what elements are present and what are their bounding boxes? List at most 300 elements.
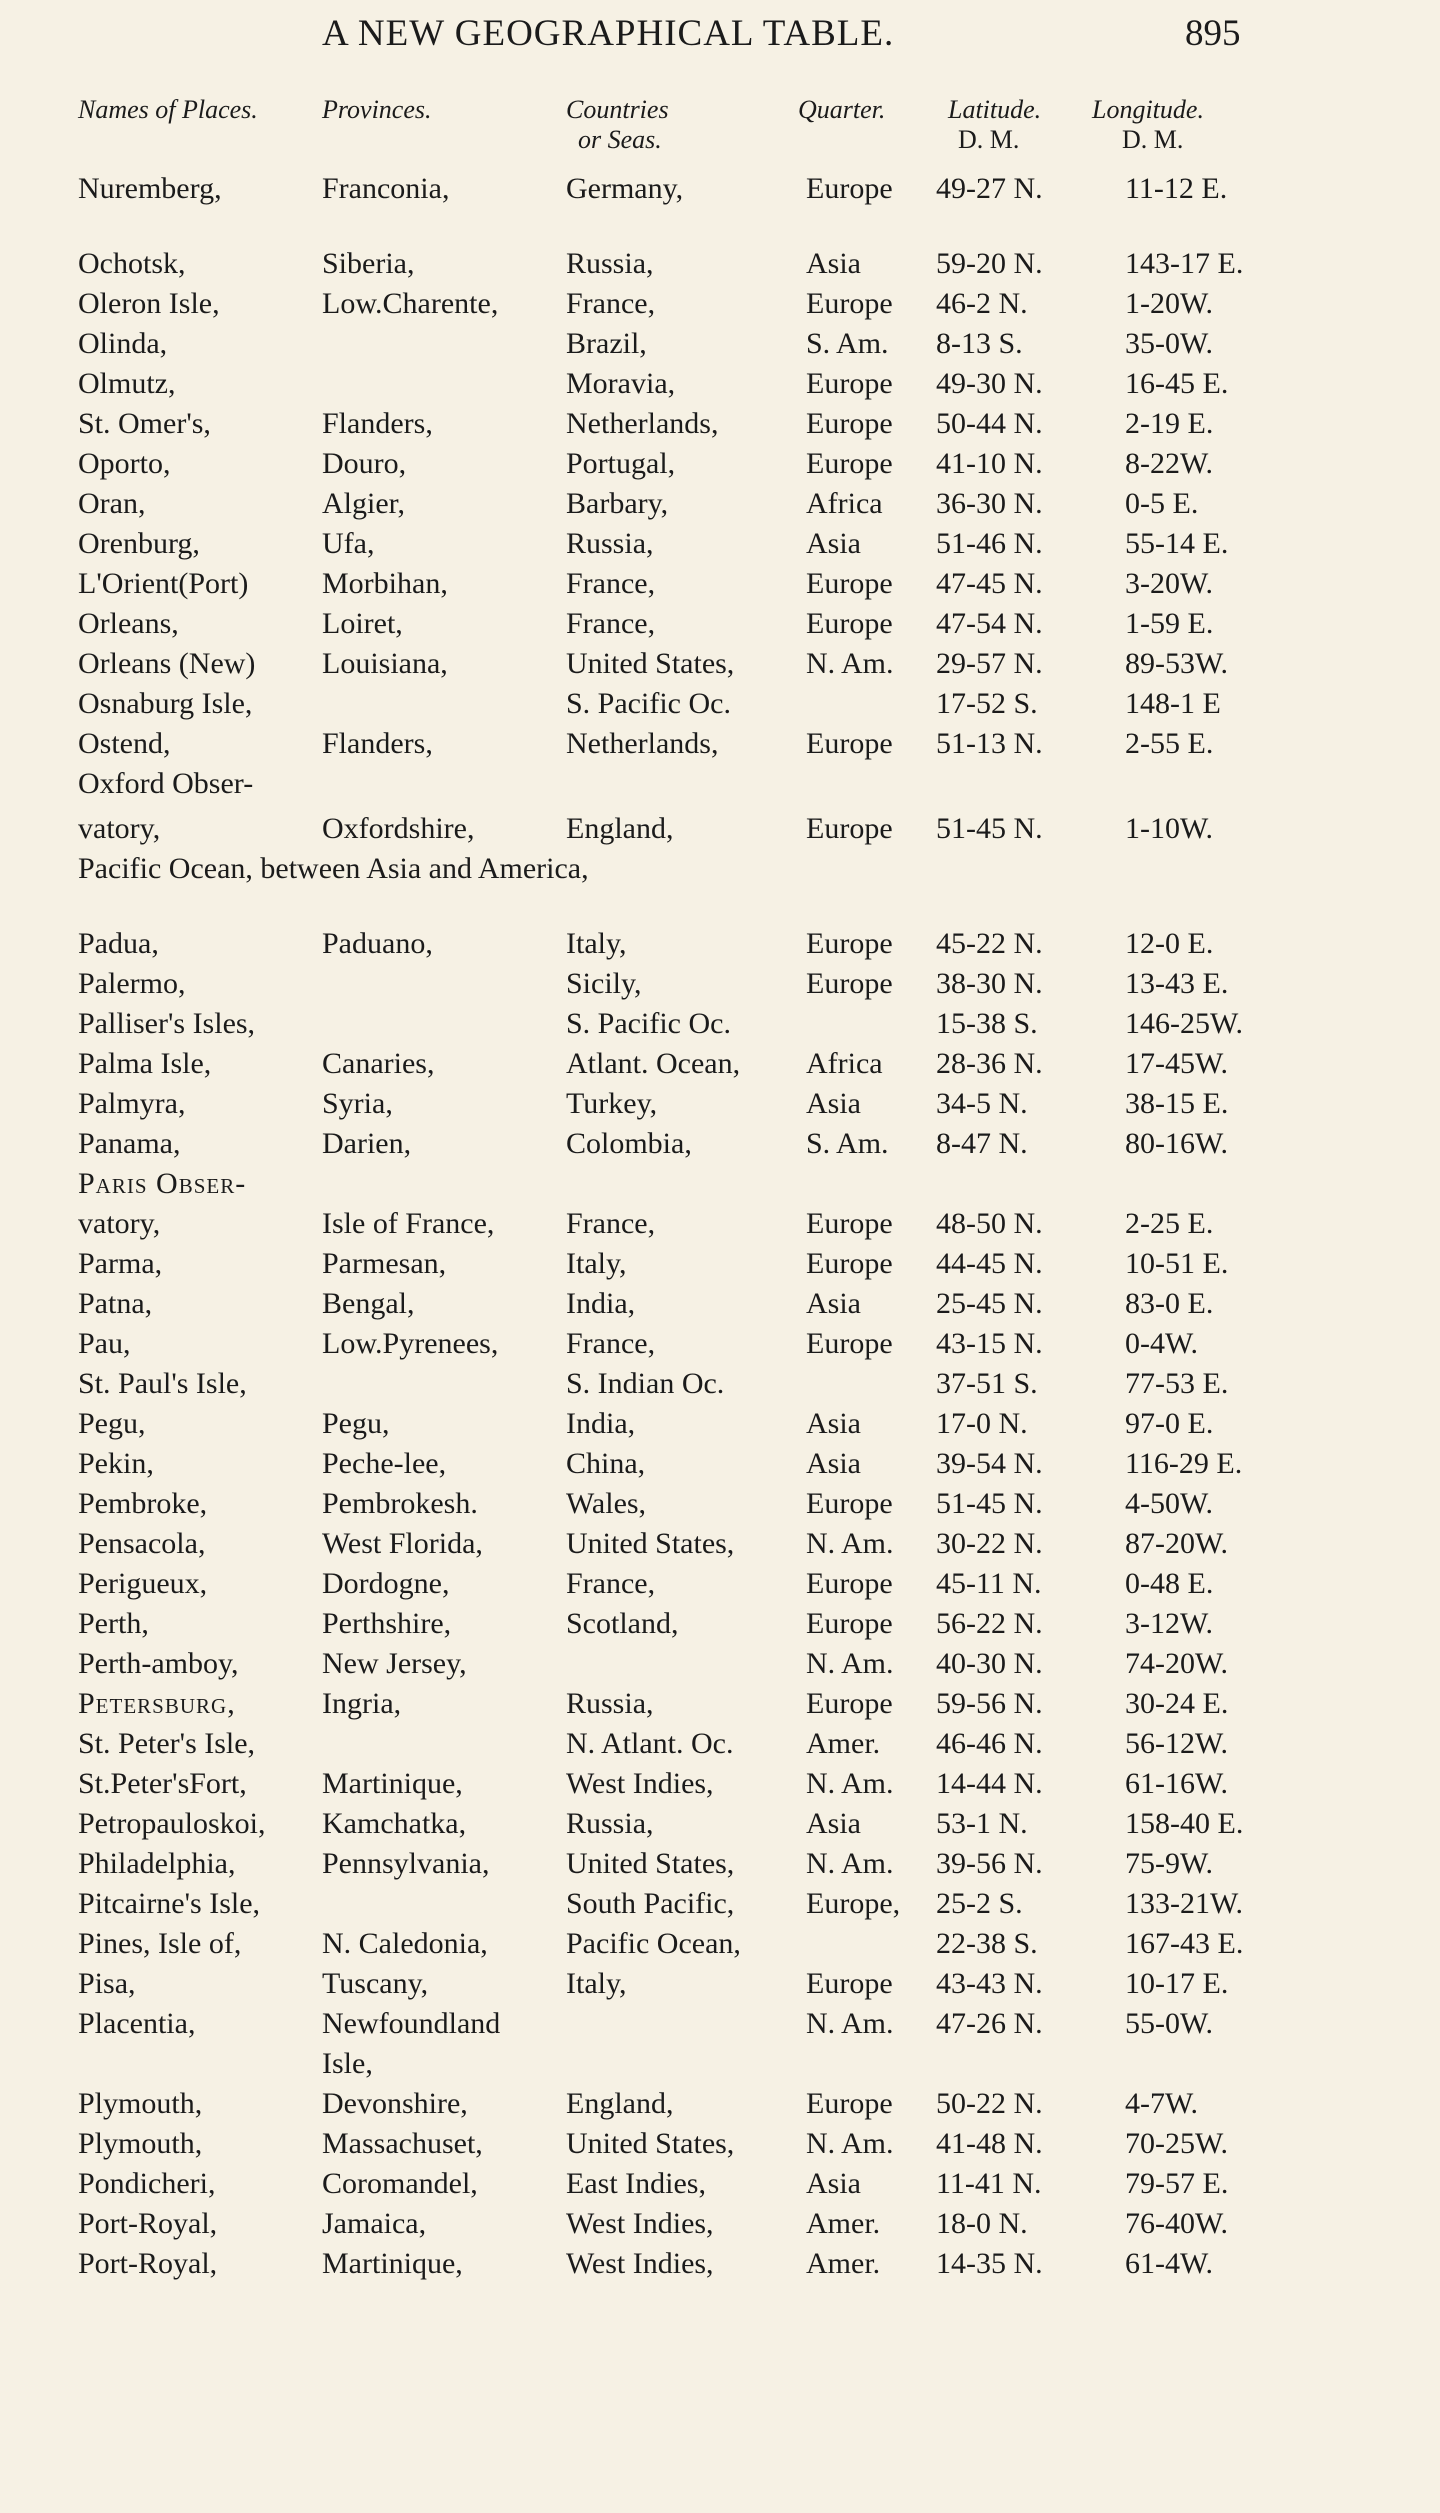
cell-province: Franconia, bbox=[322, 172, 450, 205]
cell-lat: 47-45 N. bbox=[936, 567, 1043, 600]
cell-province: Flanders, bbox=[322, 727, 433, 760]
cell-lat: 18-0 N. bbox=[936, 2207, 1028, 2240]
cell-province: Martinique, bbox=[322, 2247, 463, 2280]
table-row bbox=[0, 405, 1440, 443]
cell-name: Port-Royal, bbox=[78, 2207, 218, 2240]
cell-country: China, bbox=[566, 1447, 646, 1480]
cell-province: Pennsylvania, bbox=[322, 1847, 490, 1880]
cell-long: 143-17 E. bbox=[1125, 247, 1244, 280]
cell-quarter: Europe bbox=[806, 1567, 893, 1600]
cell-country: Russia, bbox=[566, 1807, 654, 1840]
cell-quarter: Asia bbox=[806, 2167, 861, 2200]
cell-lat: 41-48 N. bbox=[936, 2127, 1043, 2160]
cell-country: Russia, bbox=[566, 1687, 654, 1720]
cell-quarter: N. Am. bbox=[806, 2127, 894, 2160]
cell-quarter: Europe bbox=[806, 812, 893, 845]
column-headers bbox=[0, 95, 1440, 165]
cell-name: Port-Royal, bbox=[78, 2247, 218, 2280]
table-row bbox=[0, 1005, 1440, 1043]
cell-province: Kamchatka, bbox=[322, 1807, 467, 1840]
cell-long: 61-4W. bbox=[1125, 2247, 1214, 2280]
cell-quarter: Europe bbox=[806, 2087, 893, 2120]
cell-lat: 36-30 N. bbox=[936, 487, 1043, 520]
cell-name: St. Omer's, bbox=[78, 407, 211, 440]
cell-name: Olmutz, bbox=[78, 367, 176, 400]
cell-country: India, bbox=[566, 1287, 636, 1320]
cell-province: Dordogne, bbox=[322, 1567, 450, 1600]
cell-name: Pau, bbox=[78, 1327, 131, 1360]
cell-lat: 29-57 N. bbox=[936, 647, 1043, 680]
cell-long: 55-0W. bbox=[1125, 2007, 1214, 2040]
table-row bbox=[0, 325, 1440, 363]
cell-lat: 48-50 N. bbox=[936, 1207, 1043, 1240]
table-row bbox=[0, 2245, 1440, 2283]
table-row bbox=[0, 685, 1440, 723]
cell-country: Netherlands, bbox=[566, 727, 719, 760]
cell-province: Ufa, bbox=[322, 527, 375, 560]
cell-long: 55-14 E. bbox=[1125, 527, 1229, 560]
table-row bbox=[0, 2005, 1440, 2043]
cell-province: Douro, bbox=[322, 447, 407, 480]
table-row bbox=[0, 1205, 1440, 1243]
cell-quarter: Europe bbox=[806, 1247, 893, 1280]
cell-province: West Florida, bbox=[322, 1527, 483, 1560]
cell-name: Pines, Isle of, bbox=[78, 1927, 242, 1960]
table-row bbox=[0, 1445, 1440, 1483]
table-row bbox=[0, 1325, 1440, 1363]
cell-quarter: Europe bbox=[806, 727, 893, 760]
cell-name: Perigueux, bbox=[78, 1567, 208, 1600]
cell-country: Turkey, bbox=[566, 1087, 658, 1120]
header-latitude-unit: D. M. bbox=[958, 125, 1020, 154]
cell-province: Jamaica, bbox=[322, 2207, 427, 2240]
cell-lat: 44-45 N. bbox=[936, 1247, 1043, 1280]
cell-lat: 30-22 N. bbox=[936, 1527, 1043, 1560]
cell-lat: 56-22 N. bbox=[936, 1607, 1043, 1640]
cell-long: 3-20W. bbox=[1125, 567, 1214, 600]
cell-quarter: Asia bbox=[806, 1407, 861, 1440]
cell-country: England, bbox=[566, 812, 674, 845]
table-row bbox=[0, 1725, 1440, 1763]
header-quarter: Quarter. bbox=[798, 95, 886, 124]
cell-quarter: Europe bbox=[806, 1207, 893, 1240]
cell-country: United States, bbox=[566, 647, 735, 680]
cell-lat: 17-52 S. bbox=[936, 687, 1038, 720]
cell-long: 87-20W. bbox=[1125, 1527, 1229, 1560]
cell-name: L'Orient(Port) bbox=[78, 567, 249, 600]
cell-country: East Indies, bbox=[566, 2167, 706, 2200]
table-row bbox=[0, 445, 1440, 483]
cell-quarter: Asia bbox=[806, 247, 861, 280]
table-row bbox=[0, 605, 1440, 643]
table-row bbox=[0, 1525, 1440, 1563]
cell-province: Darien, bbox=[322, 1127, 412, 1160]
table-row bbox=[0, 1685, 1440, 1723]
cell-province: New Jersey, bbox=[322, 1647, 467, 1680]
cell-name: Palma Isle, bbox=[78, 1047, 212, 1080]
cell-name: Oxford Obser- bbox=[78, 767, 254, 800]
cell-name: Nuremberg, bbox=[78, 172, 222, 205]
cell-name: St. Peter's Isle, bbox=[78, 1727, 256, 1760]
cell-country: Moravia, bbox=[566, 367, 676, 400]
cell-quarter: Asia bbox=[806, 1287, 861, 1320]
cell-long: 1-10W. bbox=[1125, 812, 1214, 845]
cell-long: 10-51 E. bbox=[1125, 1247, 1229, 1280]
cell-long: 12-0 E. bbox=[1125, 927, 1214, 960]
cell-province: Newfoundland bbox=[322, 2007, 501, 2040]
cell-name: Paris Obser- bbox=[78, 1167, 247, 1200]
cell-lat: 59-20 N. bbox=[936, 247, 1043, 280]
cell-lat: 38-30 N. bbox=[936, 967, 1043, 1000]
table-row bbox=[0, 1885, 1440, 1923]
cell-country: Germany, bbox=[566, 172, 684, 205]
cell-lat: 49-30 N. bbox=[936, 367, 1043, 400]
cell-lat: 8-13 S. bbox=[936, 327, 1023, 360]
cell-quarter: Amer. bbox=[806, 1727, 881, 1760]
cell-quarter: Europe bbox=[806, 607, 893, 640]
cell-long: 148-1 E bbox=[1125, 687, 1221, 720]
cell-name: Pegu, bbox=[78, 1407, 146, 1440]
cell-country: United States, bbox=[566, 1847, 735, 1880]
cell-lat: 45-11 N. bbox=[936, 1567, 1042, 1600]
cell-name: Orenburg, bbox=[78, 527, 200, 560]
cell-province: Syria, bbox=[322, 1087, 393, 1120]
cell-name: Petropauloskoi, bbox=[78, 1807, 266, 1840]
table-row bbox=[0, 645, 1440, 683]
table-row bbox=[0, 285, 1440, 323]
table-row bbox=[0, 1765, 1440, 1803]
cell-country: Scotland, bbox=[566, 1607, 679, 1640]
cell-province: Algier, bbox=[322, 487, 405, 520]
cell-province: Pegu, bbox=[322, 1407, 390, 1440]
cell-long: 116-29 E. bbox=[1125, 1447, 1243, 1480]
cell-province: Loiret, bbox=[322, 607, 403, 640]
table-row bbox=[0, 365, 1440, 403]
cell-lat: 46-46 N. bbox=[936, 1727, 1043, 1760]
cell-country: S. Indian Oc. bbox=[566, 1367, 725, 1400]
cell-province: Peche-lee, bbox=[322, 1447, 447, 1480]
cell-long: 0-5 E. bbox=[1125, 487, 1199, 520]
cell-name: Orleans, bbox=[78, 607, 179, 640]
cell-lat: 34-5 N. bbox=[936, 1087, 1028, 1120]
cell-country: France, bbox=[566, 1207, 656, 1240]
cell-country: Wales, bbox=[566, 1487, 647, 1520]
table-row bbox=[0, 765, 1440, 803]
cell-province: Bengal, bbox=[322, 1287, 415, 1320]
cell-quarter: Asia bbox=[806, 1447, 861, 1480]
cell-name: St.Peter'sFort, bbox=[78, 1767, 247, 1800]
cell-quarter: Asia bbox=[806, 1087, 861, 1120]
cell-lat: 28-36 N. bbox=[936, 1047, 1043, 1080]
cell-name: Placentia, bbox=[78, 2007, 196, 2040]
cell-long: 83-0 E. bbox=[1125, 1287, 1214, 1320]
cell-long: 89-53W. bbox=[1125, 647, 1229, 680]
table-row bbox=[0, 965, 1440, 1003]
cell-lat: 25-45 N. bbox=[936, 1287, 1043, 1320]
cell-long: 133-21W. bbox=[1125, 1887, 1244, 1920]
table-row bbox=[0, 1045, 1440, 1083]
table-row bbox=[0, 1085, 1440, 1123]
cell-lat: 37-51 S. bbox=[936, 1367, 1038, 1400]
cell-long: 74-20W. bbox=[1125, 1647, 1229, 1680]
cell-name: Palliser's Isles, bbox=[78, 1007, 256, 1040]
cell-province: Isle, bbox=[322, 2047, 373, 2080]
cell-lat: 53-1 N. bbox=[936, 1807, 1028, 1840]
cell-name: Pacific Ocean, between Asia and America, bbox=[78, 852, 589, 885]
cell-long: 1-59 E. bbox=[1125, 607, 1214, 640]
cell-long: 75-9W. bbox=[1125, 1847, 1214, 1880]
cell-country: India, bbox=[566, 1407, 636, 1440]
table-row bbox=[0, 1605, 1440, 1643]
table-row bbox=[0, 485, 1440, 523]
cell-country: Italy, bbox=[566, 927, 627, 960]
table-row bbox=[0, 725, 1440, 763]
cell-name: Plymouth, bbox=[78, 2087, 203, 2120]
cell-country: Brazil, bbox=[566, 327, 647, 360]
cell-lat: 50-44 N. bbox=[936, 407, 1043, 440]
cell-country: Colombia, bbox=[566, 1127, 692, 1160]
table-row bbox=[0, 1565, 1440, 1603]
cell-long: 4-50W. bbox=[1125, 1487, 1214, 1520]
cell-name: Oleron Isle, bbox=[78, 287, 220, 320]
cell-name: Pembroke, bbox=[78, 1487, 208, 1520]
cell-country: Netherlands, bbox=[566, 407, 719, 440]
cell-name: Pondicheri, bbox=[78, 2167, 216, 2200]
cell-lat: 40-30 N. bbox=[936, 1647, 1043, 1680]
cell-province: Ingria, bbox=[322, 1687, 402, 1720]
cell-quarter: Amer. bbox=[806, 2207, 881, 2240]
cell-long: 10-17 E. bbox=[1125, 1967, 1229, 2000]
cell-quarter: S. Am. bbox=[806, 327, 889, 360]
cell-name: Panama, bbox=[78, 1127, 181, 1160]
cell-country: Italy, bbox=[566, 1247, 627, 1280]
table-row bbox=[0, 1245, 1440, 1283]
cell-name: Plymouth, bbox=[78, 2127, 203, 2160]
table-row bbox=[0, 2045, 1440, 2083]
cell-province: Low.Charente, bbox=[322, 287, 499, 320]
cell-country: West Indies, bbox=[566, 2207, 714, 2240]
cell-long: 167-43 E. bbox=[1125, 1927, 1244, 1960]
cell-quarter: N. Am. bbox=[806, 1767, 894, 1800]
cell-name: Pekin, bbox=[78, 1447, 154, 1480]
cell-quarter: N. Am. bbox=[806, 1527, 894, 1560]
header-names-of-places: Names of Places. bbox=[78, 95, 258, 124]
cell-quarter: Asia bbox=[806, 1807, 861, 1840]
cell-country: United States, bbox=[566, 2127, 735, 2160]
cell-lat: 51-13 N. bbox=[936, 727, 1043, 760]
cell-quarter: Asia bbox=[806, 527, 861, 560]
cell-name: Philadelphia, bbox=[78, 1847, 236, 1880]
cell-name: Padua, bbox=[78, 927, 159, 960]
table-row bbox=[0, 810, 1440, 848]
cell-country: England, bbox=[566, 2087, 674, 2120]
cell-name: vatory, bbox=[78, 812, 161, 845]
cell-name: Parma, bbox=[78, 1247, 163, 1280]
cell-quarter: Europe, bbox=[806, 1887, 901, 1920]
cell-country: Sicily, bbox=[566, 967, 642, 1000]
cell-lat: 50-22 N. bbox=[936, 2087, 1043, 2120]
cell-quarter: Europe bbox=[806, 967, 893, 1000]
cell-quarter: Europe bbox=[806, 1607, 893, 1640]
cell-lat: 14-44 N. bbox=[936, 1767, 1043, 1800]
cell-name: Petersburg, bbox=[78, 1687, 236, 1720]
cell-long: 8-22W. bbox=[1125, 447, 1214, 480]
table-row bbox=[0, 1405, 1440, 1443]
cell-country: Pacific Ocean, bbox=[566, 1927, 741, 1960]
cell-province: Louisiana, bbox=[322, 647, 448, 680]
cell-province: Siberia, bbox=[322, 247, 415, 280]
cell-country: Portugal, bbox=[566, 447, 676, 480]
cell-province: Paduano, bbox=[322, 927, 433, 960]
cell-long: 158-40 E. bbox=[1125, 1807, 1244, 1840]
cell-province: Morbihan, bbox=[322, 567, 448, 600]
cell-quarter: Europe bbox=[806, 1327, 893, 1360]
cell-quarter: Europe bbox=[806, 367, 893, 400]
header-latitude: Latitude. bbox=[948, 95, 1042, 124]
cell-country: France, bbox=[566, 287, 656, 320]
cell-name: St. Paul's Isle, bbox=[78, 1367, 247, 1400]
cell-long: 0-4W. bbox=[1125, 1327, 1199, 1360]
cell-long: 56-12W. bbox=[1125, 1727, 1229, 1760]
table-row bbox=[0, 1165, 1440, 1203]
cell-name: Patna, bbox=[78, 1287, 153, 1320]
cell-province: Isle of France, bbox=[322, 1207, 495, 1240]
cell-long: 17-45W. bbox=[1125, 1047, 1229, 1080]
cell-quarter: Europe bbox=[806, 407, 893, 440]
cell-quarter: S. Am. bbox=[806, 1127, 889, 1160]
cell-province: Coromandel, bbox=[322, 2167, 478, 2200]
cell-name: Perth, bbox=[78, 1607, 149, 1640]
table-row bbox=[0, 1285, 1440, 1323]
table-row bbox=[0, 1965, 1440, 2003]
cell-long: 2-19 E. bbox=[1125, 407, 1214, 440]
cell-long: 2-55 E. bbox=[1125, 727, 1214, 760]
cell-lat: 39-54 N. bbox=[936, 1447, 1043, 1480]
cell-country: France, bbox=[566, 567, 656, 600]
cell-lat: 17-0 N. bbox=[936, 1407, 1028, 1440]
cell-province: N. Caledonia, bbox=[322, 1927, 488, 1960]
cell-long: 35-0W. bbox=[1125, 327, 1214, 360]
cell-long: 79-57 E. bbox=[1125, 2167, 1229, 2200]
header-or-seas: or Seas. bbox=[578, 125, 662, 154]
cell-name: Pitcairne's Isle, bbox=[78, 1887, 261, 1920]
cell-quarter: Africa bbox=[806, 487, 883, 520]
cell-country: France, bbox=[566, 1567, 656, 1600]
table-row bbox=[0, 1925, 1440, 1963]
table-row bbox=[0, 2125, 1440, 2163]
table-row bbox=[0, 565, 1440, 603]
table-row bbox=[0, 170, 1440, 208]
cell-long: 13-43 E. bbox=[1125, 967, 1229, 1000]
cell-long: 11-12 E. bbox=[1125, 172, 1228, 205]
cell-province: Flanders, bbox=[322, 407, 433, 440]
header-longitude-unit: D. M. bbox=[1122, 125, 1184, 154]
cell-name: Osnaburg Isle, bbox=[78, 687, 253, 720]
cell-lat: 41-10 N. bbox=[936, 447, 1043, 480]
cell-country: South Pacific, bbox=[566, 1887, 735, 1920]
cell-name: Perth-amboy, bbox=[78, 1647, 239, 1680]
cell-lat: 49-27 N. bbox=[936, 172, 1043, 205]
table-row bbox=[0, 850, 1440, 888]
cell-long: 16-45 E. bbox=[1125, 367, 1229, 400]
cell-country: France, bbox=[566, 607, 656, 640]
cell-quarter: Europe bbox=[806, 172, 893, 205]
cell-lat: 15-38 S. bbox=[936, 1007, 1038, 1040]
cell-country: N. Atlant. Oc. bbox=[566, 1727, 734, 1760]
cell-long: 76-40W. bbox=[1125, 2207, 1229, 2240]
cell-country: Russia, bbox=[566, 527, 654, 560]
cell-lat: 22-38 S. bbox=[936, 1927, 1038, 1960]
cell-province: Devonshire, bbox=[322, 2087, 468, 2120]
cell-lat: 39-56 N. bbox=[936, 1847, 1043, 1880]
cell-long: 2-25 E. bbox=[1125, 1207, 1214, 1240]
cell-country: France, bbox=[566, 1327, 656, 1360]
header-countries: Countries bbox=[566, 95, 669, 124]
cell-quarter: N. Am. bbox=[806, 647, 894, 680]
cell-lat: 14-35 N. bbox=[936, 2247, 1043, 2280]
cell-name: Pensacola, bbox=[78, 1527, 206, 1560]
cell-long: 61-16W. bbox=[1125, 1767, 1229, 1800]
table-row bbox=[0, 1805, 1440, 1843]
cell-country: Atlant. Ocean, bbox=[566, 1047, 741, 1080]
cell-country: West Indies, bbox=[566, 2247, 714, 2280]
cell-lat: 47-54 N. bbox=[936, 607, 1043, 640]
cell-province: Oxfordshire, bbox=[322, 812, 475, 845]
cell-quarter: Africa bbox=[806, 1047, 883, 1080]
cell-province: Massachuset, bbox=[322, 2127, 483, 2160]
page-title: A NEW GEOGRAPHICAL TABLE. bbox=[322, 13, 895, 54]
table-row bbox=[0, 1845, 1440, 1883]
header-longitude: Longitude. bbox=[1092, 95, 1204, 124]
cell-quarter: Europe bbox=[806, 567, 893, 600]
cell-country: Russia, bbox=[566, 247, 654, 280]
cell-name: Ochotsk, bbox=[78, 247, 186, 280]
cell-long: 1-20W. bbox=[1125, 287, 1214, 320]
page-number: 895 bbox=[1185, 13, 1241, 54]
cell-lat: 46-2 N. bbox=[936, 287, 1028, 320]
cell-name: Pisa, bbox=[78, 1967, 136, 2000]
table-row bbox=[0, 1125, 1440, 1163]
cell-long: 30-24 E. bbox=[1125, 1687, 1229, 1720]
cell-long: 3-12W. bbox=[1125, 1607, 1214, 1640]
table-row bbox=[0, 525, 1440, 563]
header-provinces: Provinces. bbox=[322, 95, 432, 124]
table-row bbox=[0, 925, 1440, 963]
cell-name: Oporto, bbox=[78, 447, 171, 480]
cell-country: Barbary, bbox=[566, 487, 669, 520]
table-row bbox=[0, 2165, 1440, 2203]
cell-long: 70-25W. bbox=[1125, 2127, 1229, 2160]
table-row bbox=[0, 245, 1440, 283]
table-row bbox=[0, 1485, 1440, 1523]
cell-quarter: N. Am. bbox=[806, 2007, 894, 2040]
table-row bbox=[0, 2085, 1440, 2123]
cell-province: Perthshire, bbox=[322, 1607, 452, 1640]
cell-lat: 43-43 N. bbox=[936, 1967, 1043, 2000]
cell-lat: 51-45 N. bbox=[936, 1487, 1043, 1520]
cell-lat: 45-22 N. bbox=[936, 927, 1043, 960]
cell-lat: 43-15 N. bbox=[936, 1327, 1043, 1360]
cell-name: vatory, bbox=[78, 1207, 161, 1240]
cell-country: S. Pacific Oc. bbox=[566, 687, 731, 720]
running-header bbox=[0, 12, 1440, 60]
table-row bbox=[0, 1365, 1440, 1403]
cell-province: Tuscany, bbox=[322, 1967, 429, 2000]
cell-long: 4-7W. bbox=[1125, 2087, 1199, 2120]
cell-province: Parmesan, bbox=[322, 1247, 447, 1280]
cell-country: United States, bbox=[566, 1527, 735, 1560]
cell-name: Ostend, bbox=[78, 727, 171, 760]
